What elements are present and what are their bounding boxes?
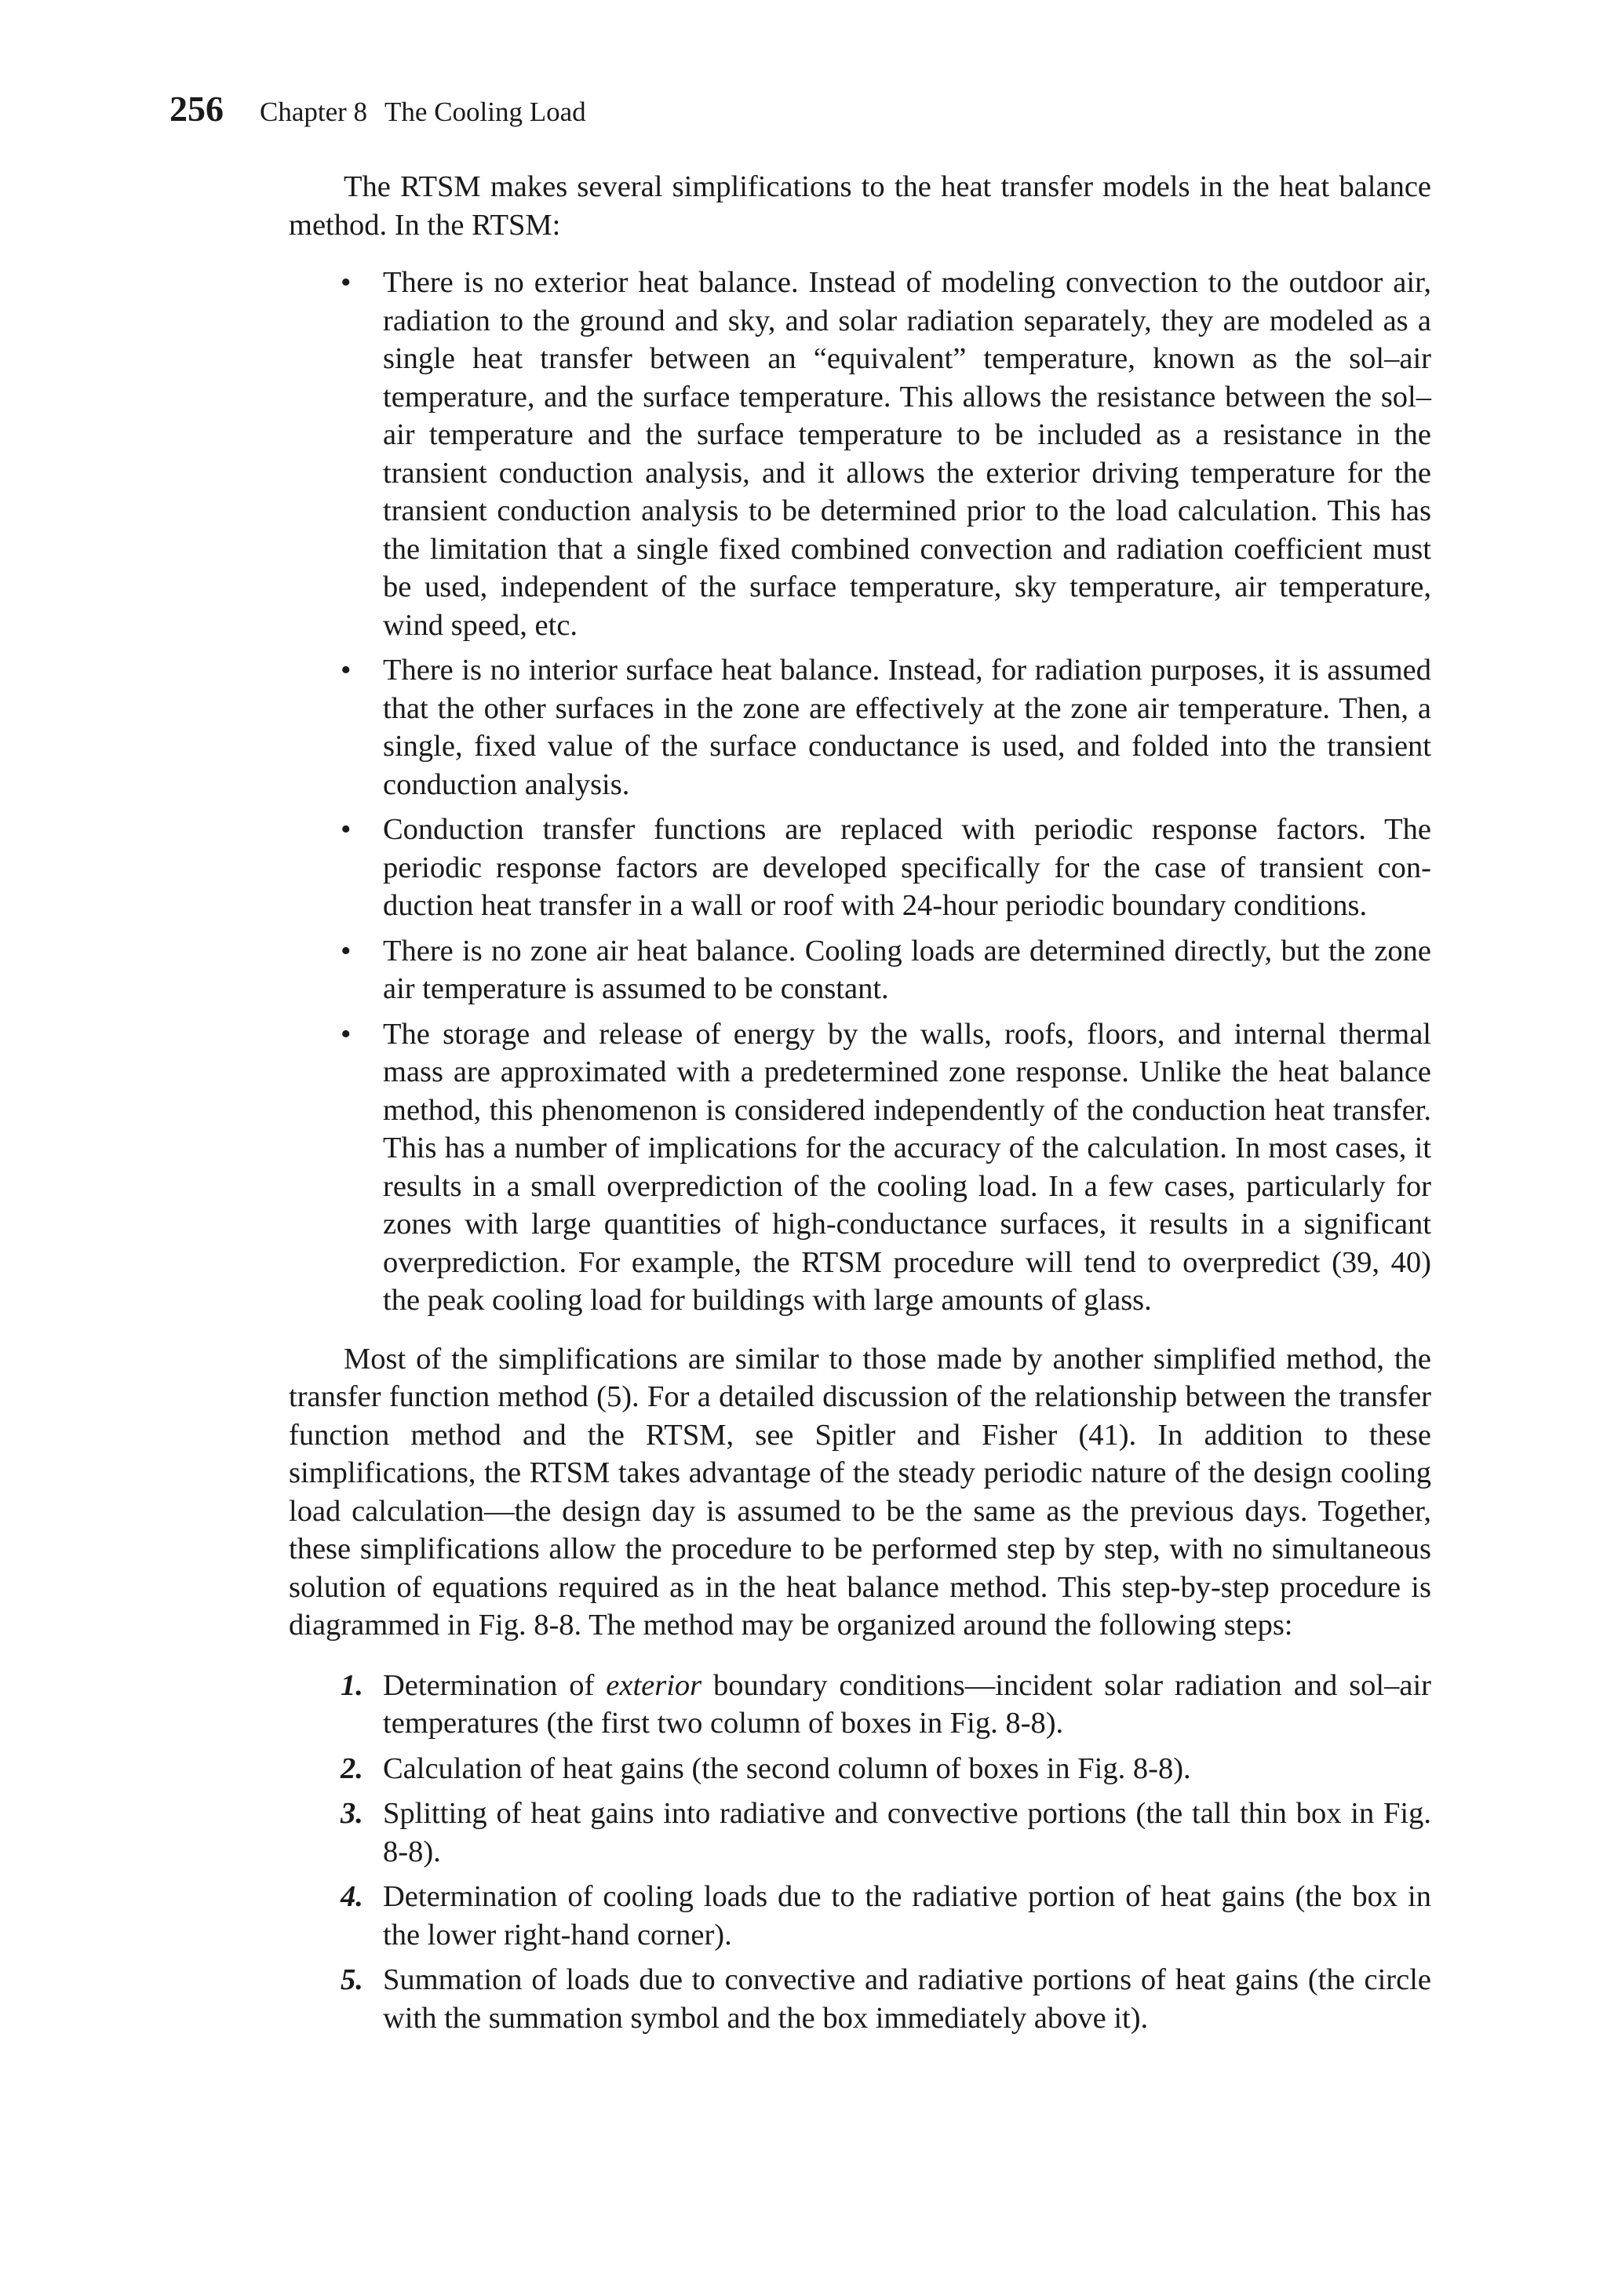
list-item <box>289 811 1431 925</box>
page-header <box>169 88 586 135</box>
bullet-icon: • <box>341 266 352 299</box>
step-number: 1. <box>341 1668 363 1702</box>
step-emphasis: exterior <box>606 1668 702 1702</box>
list-item-text: There is no zone air heat balance. Cooling loads are determined directly, but the zone air temperature is assumed to be constant. <box>383 934 1431 1005</box>
step-number: 4. <box>341 1880 363 1913</box>
step-item <box>289 1750 1431 1788</box>
list-item-text: Conduction transfer functions are replaced with periodic response factors. The periodic response factors are developed specifically for the case of transient conduction heat transfer in a wall or roof with 24-hour periodic boundary conditions. <box>383 813 1431 922</box>
list-item-text: The storage and release of energy by the walls, roofs, floors, and internal thermal mass are approximated with a predetermined zone response. Unlike the heat balance method, this phenomenon is considered independently of the conduction heat transfer. This has a number of implications for the accuracy of the calculation. In most cases, it results in a small overprediction of the cooling load. In a few cases, particularly for zones with large quantities of high-conductance surfaces, it results in a significant overprediction. For example, the RTSM procedure will tend to overpredict (39, 40) the peak cooling load for buildings with large amounts of glass. <box>383 1017 1431 1317</box>
step-number: 2. <box>341 1751 363 1785</box>
step-text: Splitting of heat gains into radiative and convective portions (the tall thin box in Fig. 8-8). <box>383 1797 1431 1868</box>
bullet-icon: • <box>341 934 352 968</box>
list-item <box>289 651 1431 804</box>
list-item <box>289 1015 1431 1320</box>
step-text: Determination of exterior boundary conditions—incident solar radiation and sol–air temperatures (the first two column of boxes in Fig. 8-8). <box>383 1668 1431 1740</box>
list-item-text: There is no exterior heat balance. Instead of modeling convection to the outdoor air, radiation to the ground and sky, and solar radiation separately, they are modeled as a single heat transfer between an “equivalent” temperature, known as the sol–air temperature, and the surface temperature. This allows the resistance between the sol–air temperature and the surface temperature to be included as a resistance in the transient conduction analysis, and it allows the exterior driving temperature for the transient conduction analysis to be determined prior to the load calculation. This has the limitation that a single fixed combined convection and radiation coefficient must be used, independent of the surface temperature, sky temperature, air temperature, wind speed, etc. <box>383 266 1431 642</box>
step-text: Calculation of heat gains (the second column of boxes in Fig. 8-8). <box>383 1751 1191 1785</box>
list-item <box>289 264 1431 644</box>
page-body <box>289 168 1431 2044</box>
step-text: Summation of loads due to convective and radiative portions of heat gains (the circle with the summation symbol and the box immediately above it). <box>383 1963 1431 2035</box>
step-number: 5. <box>341 1963 363 1996</box>
step-item <box>289 1878 1431 1954</box>
step-item <box>289 1795 1431 1871</box>
list-item-text: There is no interior surface heat balance. Instead, for radiation purposes, it is assumed that the other surfaces in the zone are effectively at the zone air temperature. Then, a single, fixed value of the surface conductance is used, and folded into the transient conduction analysis. <box>383 654 1431 801</box>
body-paragraph: Most of the simplifications are similar to those made by another simplified method, the transfer function method (5). For a detailed discussion of the relationship between the transfer function method and the RTSM, see Spitler and Fisher (41). In addition to these simplifications, the RTSM takes advantage of the steady periodic nature of the design cooling load calculation—the design day is assumed to be the same as the previous days. Together, these simplifications allow the procedure to be performed step by step, with no simultaneous solution of equations required as in the heat balance method. This step-by-step procedure is diagrammed in Fig. 8-8. The method may be organized around the following steps: <box>289 1342 1431 1642</box>
simplifications-list <box>289 264 1431 1320</box>
bullet-icon: • <box>341 1017 352 1051</box>
step-number: 3. <box>341 1797 363 1830</box>
intro-paragraph: The RTSM makes several simplifications to the heat transfer models in the heat balance method. In the RTSM: <box>289 170 1431 242</box>
step-text: Determination of cooling loads due to the radiative portion of heat gains (the box in the lower right-hand corner). <box>383 1880 1431 1952</box>
step-item <box>289 1961 1431 2037</box>
page-number: 256 <box>169 89 224 129</box>
chapter-label: Chapter 8 <box>260 97 368 127</box>
bullet-icon: • <box>341 654 352 687</box>
bullet-icon: • <box>341 813 352 846</box>
steps-list <box>289 1667 1431 2038</box>
chapter-title: The Cooling Load <box>384 97 586 127</box>
step-item <box>289 1667 1431 1743</box>
list-item <box>289 932 1431 1008</box>
